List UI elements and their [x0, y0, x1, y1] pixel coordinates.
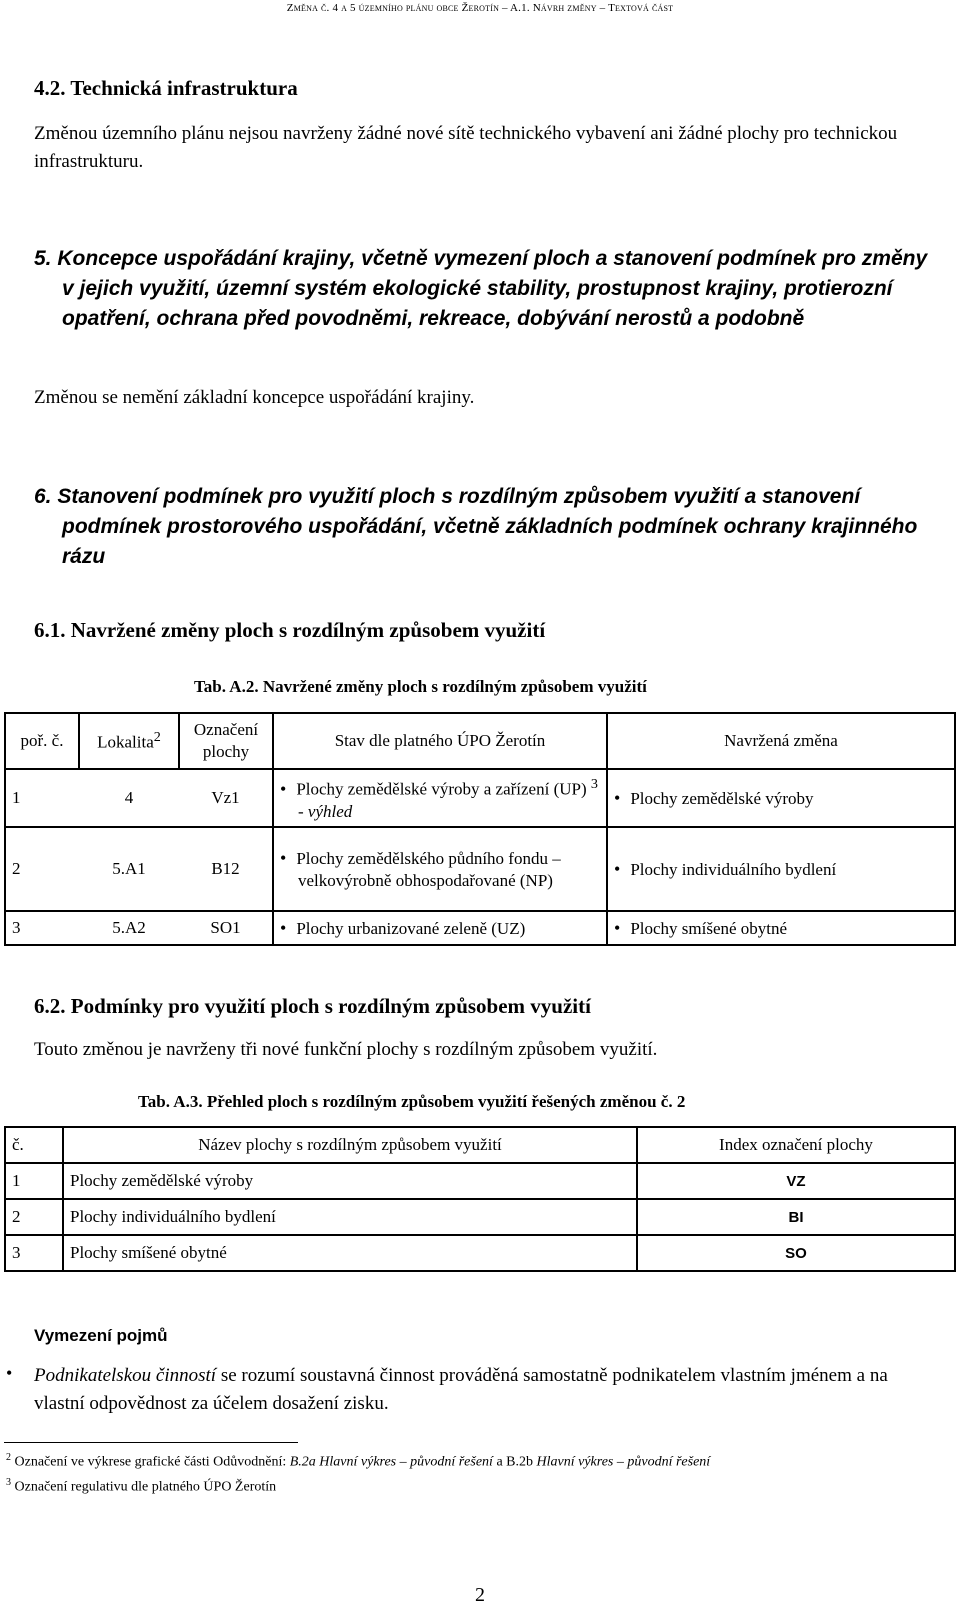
- pojmy-title: Vymezení pojmů: [34, 1326, 168, 1345]
- table-row: 3 Plochy smíšené obytné SO: [5, 1235, 955, 1271]
- section-6-2-title: 6.2. Podmínky pro využití ploch s rozdílným způsobem využití: [34, 994, 591, 1018]
- pojmy-definition: Podnikatelskou činností se rozumí soustavná činnost prováděná samostatně podnikatelem vlastním jménem a na vlastní odpovědnost za účelem dosažení zisku.: [34, 1365, 888, 1414]
- footnote-separator: [4, 1442, 298, 1443]
- col-c: č.: [5, 1127, 63, 1163]
- col-zmena: Navržená změna: [607, 713, 955, 769]
- section-5-text: Změnou se nemění základní koncepce uspořádání krajiny.: [34, 387, 475, 408]
- col-nazev: Název plochy s rozdílným způsobem využití: [63, 1127, 637, 1163]
- table-row: 2 5.A1 B12 • Plochy zemědělského půdního fondu – velkovýrobně obhospodařované (NP) • Plochy individuálního bydlení: [5, 827, 955, 911]
- col-index: Index označení plochy: [637, 1127, 955, 1163]
- table-a2-caption: Tab. A.2. Navržené změny ploch s rozdílným způsobem využití: [194, 677, 647, 696]
- section-6-title: 6. Stanovení podmínek pro využití ploch s rozdílným způsobem využití a stanovení podmínek prostorového uspořádání, včetně základních podmínek ochrany krajinného rázu: [34, 485, 918, 568]
- table-a3: [4, 1126, 956, 1272]
- section-5-title: 5. Koncepce uspořádání krajiny, včetně vymezení ploch a stanovení podmínek pro změny v jejich využití, územní systém ekologické stability, prostupnost krajiny, protierozní opatření, ochrana před povodněmi, rekreace, dobývání nerostů a podobně: [34, 247, 928, 330]
- footnote-2: $^2$ Označení ve výkrese grafické části Odůvodnění: B.2a Hlavní výkres – původní řešení a B.2b Hlavní výkres – původní řešení: [6, 1452, 711, 1470]
- table-a2: [4, 712, 956, 946]
- table-a3-header-row: [5, 1127, 955, 1163]
- table-a3-caption: Tab. A.3. Přehled ploch s rozdílným způsobem využití řešených změnou č. 2: [138, 1092, 686, 1111]
- section-6-1-title: 6.1. Navržené změny ploch s rozdílným způsobem využití: [34, 618, 546, 642]
- section-4-2-text: Změnou územního plánu nejsou navrženy žádné nové sítě technického vybavení ani žádné plochy pro technickou infrastrukturu.: [34, 123, 898, 172]
- table-row: 2 Plochy individuálního bydlení BI: [5, 1199, 955, 1235]
- col-lokalita: Lokalita$^2$: [79, 713, 179, 769]
- page-number: 2: [475, 1584, 485, 1606]
- table-row: 3 5.A2 SO1 • Plochy urbanizované zeleně (UZ) • Plochy smíšené obytné: [5, 911, 955, 945]
- col-stav: Stav dle platného ÚPO Žerotín: [273, 713, 607, 769]
- section-4-2-title: 4.2. Technická infrastruktura: [34, 76, 298, 100]
- col-oznaceni: Označení plochy: [179, 713, 273, 769]
- table-row: 1 Plochy zemědělské výroby VZ: [5, 1163, 955, 1199]
- table-a2-header-row: [5, 713, 955, 769]
- bullet-icon: •: [6, 1363, 13, 1383]
- col-por: poř. č.: [5, 713, 79, 769]
- table-row: 1 4 Vz1 • Plochy zemědělské výroby a zařízení (UP) $^3$ - výhled • Plochy zemědělské výroby: [5, 769, 955, 827]
- section-6-2-text: Touto změnou je navrženy tři nové funkční plochy s rozdílným způsobem využití.: [34, 1039, 658, 1060]
- footnote-3: $^3$ Označení regulativu dle platného ÚPO Žerotín: [6, 1477, 277, 1495]
- page-header: Změna č. 4 a 5 územního plánu obce Žerotín – A.1. Návrh změny – Textová část: [286, 2, 674, 14]
